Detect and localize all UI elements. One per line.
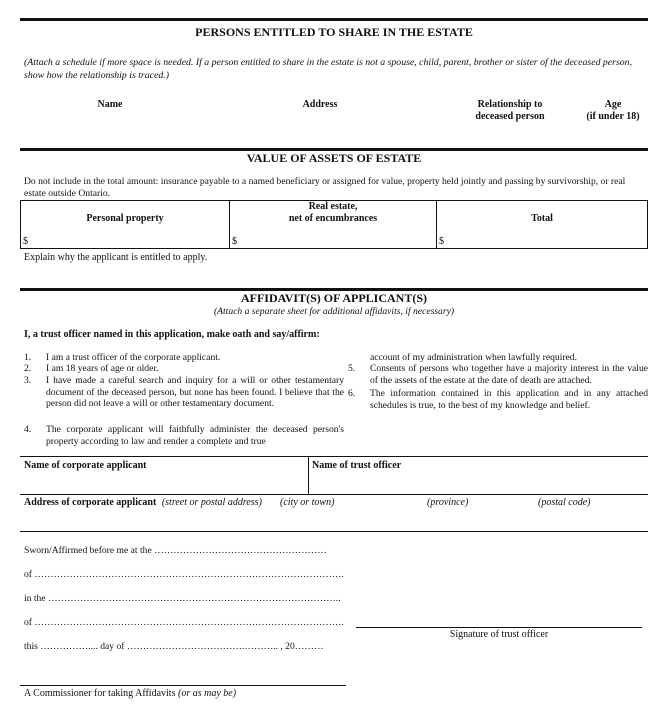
affidavit-item-5 bbox=[348, 363, 648, 386]
affidavit-item-2 bbox=[24, 363, 344, 375]
address-bottom-rule bbox=[20, 531, 648, 532]
address-hint: (street or postal address) bbox=[161, 497, 262, 508]
affidavit-item-4-continued bbox=[348, 352, 648, 364]
assets-col-personal: Personal property bbox=[86, 213, 164, 224]
address-label: Address of corporate applicant bbox=[24, 497, 157, 508]
affidavit-item-number: 3. bbox=[24, 375, 32, 386]
city-hint: (city or town) bbox=[280, 497, 335, 508]
assets-note: Do not include in the total amount: insurance payable to a named beneficiary or assigned for value, property held jointly and passing by survivorship, or real estate outside Ontario. bbox=[24, 176, 626, 199]
col-header-address: Address bbox=[302, 99, 338, 110]
affidavit-item-number: 4. bbox=[24, 424, 32, 435]
affidavit-item-text: Consents of persons who together have a majority interest in the value of the assets of the estate at the date of death are attached. bbox=[370, 363, 648, 386]
affidavit-item-number: 2. bbox=[24, 363, 32, 374]
affidavit-item-text: account of my administration when lawfully required. bbox=[370, 352, 578, 363]
persons-section-title: PERSONS ENTITLED TO SHARE IN THE ESTATE bbox=[195, 25, 473, 39]
names-top-rule bbox=[20, 456, 648, 457]
commissioner-hint: (or as may be) bbox=[177, 688, 237, 699]
affidavit-item-1 bbox=[24, 352, 344, 364]
affidavit-item-text: I am 18 years of age or older. bbox=[46, 363, 159, 374]
postal-code-hint: (postal code) bbox=[538, 497, 591, 508]
assets-col-real-1: Real estate, bbox=[308, 201, 358, 212]
corporate-applicant-name-field[interactable]: Name of corporate applicant bbox=[24, 460, 147, 471]
affidavit-item-number: 1. bbox=[24, 352, 32, 363]
col-header-relationship-1: Relationship to bbox=[477, 99, 543, 110]
affidavit-item-6 bbox=[348, 388, 648, 411]
affidavit-item-text: The information contained in this application and in any attached schedules is true, to the best of my knowledge and belief. bbox=[370, 388, 648, 411]
commissioner-label bbox=[24, 688, 236, 700]
affidavit-item-number: 5. bbox=[348, 363, 356, 374]
explain-entitlement-label: Explain why the applicant is entitled to apply. bbox=[24, 252, 208, 263]
commissioner-line[interactable] bbox=[20, 685, 346, 686]
col-header-relationship-2: deceased person bbox=[475, 111, 545, 122]
real-estate-field[interactable]: $ bbox=[232, 236, 237, 247]
col-header-age-2: (if under 18) bbox=[586, 111, 640, 122]
sworn-of-field-1[interactable]: of ……………………………………………………………………………………. bbox=[24, 569, 344, 580]
affidavit-subtitle: (Attach a separate sheet for additional affidavits, if necessary) bbox=[213, 306, 455, 317]
affidavit-item-text: I have made a careful search and inquiry for a will or other testamentary document of the deceased person, but none has been found. I believe that the person did not leave a will or other testamentary document. bbox=[46, 375, 344, 409]
affidavit-item-3 bbox=[24, 375, 344, 410]
sworn-in-the-field[interactable]: in the ……………………………………………………………………………….. bbox=[24, 593, 341, 604]
sworn-at-field[interactable]: Sworn/Affirmed before me at the ……………………………………………… bbox=[24, 545, 327, 556]
persons-instruction: (Attach a schedule if more space is needed. If a person entitled to share in the estate is not a spouse, child, parent, brother or sister of the deceased person, show how the relationship is traced.) bbox=[24, 57, 633, 81]
affidavit-item-4 bbox=[24, 424, 344, 447]
names-divider bbox=[308, 456, 309, 494]
sworn-date-field[interactable]: this …………….... day of ……………………………….……….. , 20……… bbox=[24, 641, 324, 652]
corporate-address-field[interactable] bbox=[24, 497, 644, 529]
signature-line[interactable] bbox=[356, 627, 642, 628]
col-header-name: Name bbox=[97, 99, 123, 110]
assets-col-total: Total bbox=[531, 213, 553, 224]
col-header-age-1: Age bbox=[604, 99, 622, 110]
sworn-of-field-2[interactable]: of ……………………………………………………………………………………. bbox=[24, 617, 344, 628]
assets-col-real-2: net of encumbrances bbox=[288, 213, 378, 224]
affidavit-item-number: 6. bbox=[348, 388, 356, 399]
affidavit-section-title: AFFIDAVIT(S) OF APPLICANT(S) bbox=[240, 291, 427, 305]
names-bottom-rule bbox=[20, 494, 648, 495]
section-rule-persons bbox=[20, 18, 648, 21]
total-field[interactable]: $ bbox=[439, 236, 444, 247]
province-hint: (province) bbox=[427, 497, 469, 508]
commissioner-text: A Commissioner for taking Affidavits bbox=[24, 688, 176, 699]
signature-label: Signature of trust officer bbox=[449, 629, 549, 640]
affidavit-oath: I, a trust officer named in this application, make oath and say/affirm: bbox=[24, 329, 320, 340]
assets-table-divider-2 bbox=[436, 200, 437, 249]
affidavit-item-text: The corporate applicant will faithfully administer the deceased person's property according to law and render a complete and true bbox=[46, 424, 344, 447]
assets-section-title: VALUE OF ASSETS OF ESTATE bbox=[246, 151, 422, 165]
assets-table-divider-1 bbox=[229, 200, 230, 249]
trust-officer-name-field[interactable]: Name of trust officer bbox=[312, 460, 402, 471]
affidavit-item-text: I am a trust officer of the corporate applicant. bbox=[46, 352, 221, 363]
personal-property-field[interactable]: $ bbox=[23, 236, 28, 247]
